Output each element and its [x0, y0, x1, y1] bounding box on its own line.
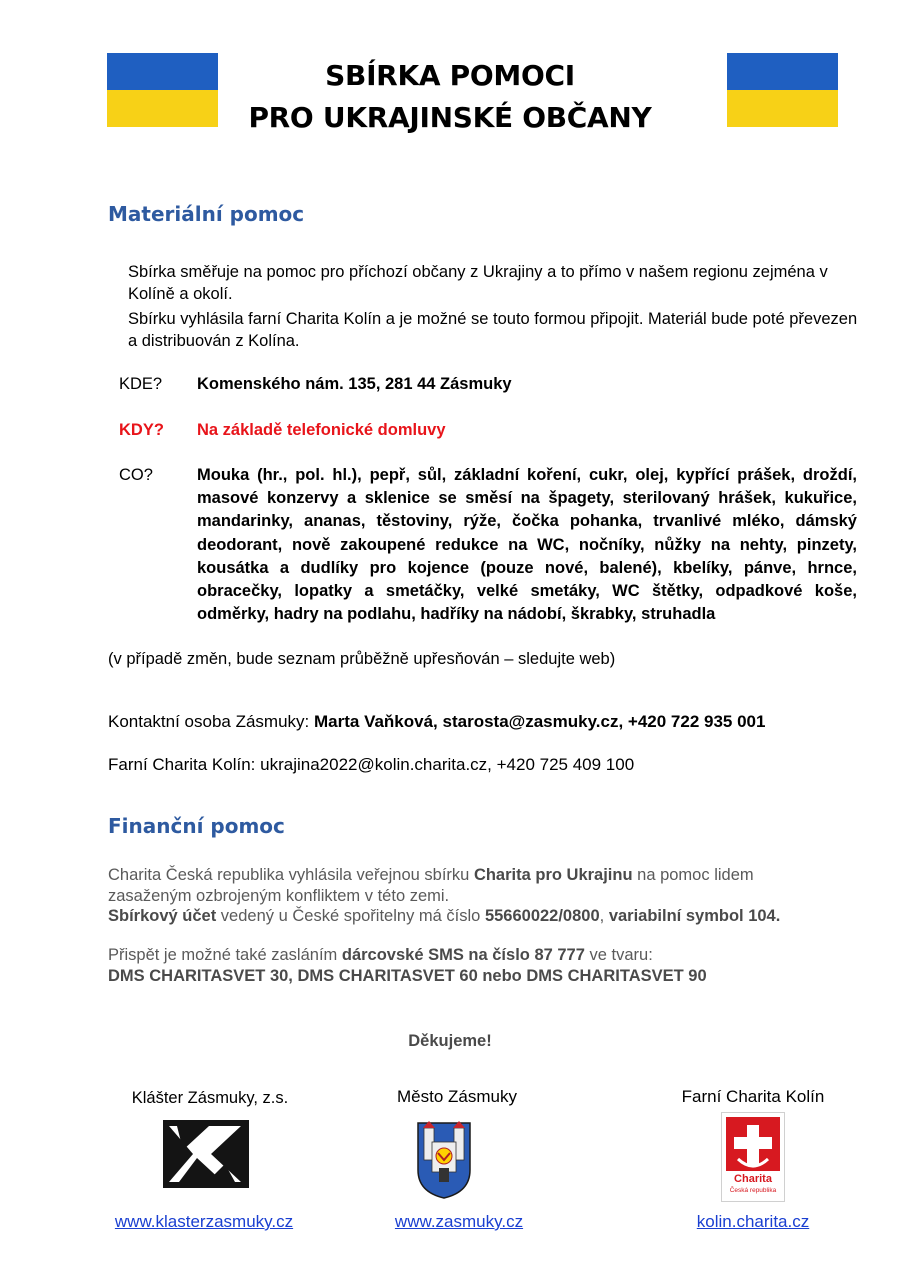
fin-p1-c: na pomoc lidem zasaženým ozbrojeným konfliktem v této zemi.: [108, 866, 754, 905]
contact-zasmuky-label: Kontaktní osoba Zásmuky:: [108, 712, 314, 731]
financial-heading: Finanční pomoc: [108, 814, 285, 838]
fin-p3-b: dárcovské SMS na číslo 87 777: [341, 946, 585, 964]
contact-kolin-value: ukrajina2022@kolin.charita.cz, +420 725 409 100: [260, 755, 635, 774]
link-klasterzasmuky[interactable]: www.klasterzasmuky.cz: [114, 1212, 294, 1231]
charita-logo-text: Charita: [734, 1173, 772, 1185]
fin-p2-a: Sbírkový účet: [108, 907, 217, 925]
kdy-label: KDY?: [119, 421, 164, 439]
fin-p3-c: ve tvaru:: [584, 946, 653, 964]
material-heading: Materiální pomoc: [108, 202, 305, 226]
footer-org-mesto: Město Zásmuky: [397, 1087, 517, 1106]
title-line-1: SBÍRKA POMOCI: [325, 59, 575, 92]
fin-p2-e: variabilní symbol 104.: [608, 907, 781, 925]
thanks-text: Děkujeme!: [408, 1032, 492, 1050]
contact-kolin-label: Farní Charita Kolín:: [108, 755, 261, 774]
footer-org-klaster: Klášter Zásmuky, z.s.: [131, 1089, 289, 1107]
title-line-2: PRO UKRAJINSKÉ OBČANY: [248, 101, 652, 134]
footer-org-charita: Farní Charita Kolín: [681, 1087, 825, 1106]
kdy-value: Na základě telefonické domluvy: [197, 421, 446, 439]
financial-paragraph-4: DMS CHARITASVET 30, DMS CHARITASVET 60 nebo DMS CHARITASVET 90: [108, 967, 707, 985]
page-title: [230, 55, 670, 139]
fin-p1-a: Charita Česká republika vyhlásila veřejnou sbírku: [108, 866, 474, 884]
kde-label: KDE?: [119, 375, 163, 393]
co-value: Mouka (hr., pol. hl.), pepř, sůl, základní koření, cukr, olej, kypřící prášek, droždí, masové konzervy a sklenice se směsí na špagety, sterilovaný hrášek, kukuřice, mandarinky, ananas, těstoviny, rýže, čočka pohanka, trvanlivé mléko, dámský deodorant, nově zakoupené redukce na WC, nočníky, nůžky na nehty, pinzety, kousátka a dudlíky pro kojence (pouze nové, balené), kbelíky, pánve, hrnce, obracečky, lopatky a smetáčky, velké smetáky, WC štětky, odpadkové koše, odměrky, hadry na podlahu, hadříky na nádobí, škrabky, struhadla: [197, 466, 857, 624]
charita-logo: [721, 1112, 785, 1202]
ukraine-flag-left: [107, 53, 218, 127]
fin-p2-b: vedený u České spořitelny má číslo: [216, 907, 485, 925]
link-zasmuky[interactable]: www.zasmuky.cz: [394, 1212, 524, 1231]
co-label: CO?: [119, 466, 153, 484]
contact-zasmuky-value: Marta Vaňková, starosta@zasmuky.cz, +420 722 935 001: [314, 712, 766, 731]
financial-paragraph-1: [108, 865, 808, 907]
material-paragraph-1: Sbírka směřuje na pomoc pro příchozí občany z Ukrajiny a to přímo v našem regionu zejména v Kolíně a okolí.: [128, 263, 828, 303]
fin-p3-a: Přispět je možné také zasláním: [108, 946, 342, 964]
fin-p2-c: 55660022/0800: [484, 907, 600, 925]
financial-paragraph-2: [108, 906, 868, 927]
contact-zasmuky: [108, 711, 868, 733]
charita-logo-subtext: Česká republika: [729, 1187, 777, 1194]
zasmuky-coat-of-arms: [415, 1120, 473, 1200]
list-update-note: (v případě změn, bude seznam průběžně upřesňován – sledujte web): [108, 650, 616, 668]
material-paragraph-2: Sbírku vyhlásila farní Charita Kolín a je možné se touto formou připojit. Materiál bude poté převezen a distribuován z Kolína.: [128, 310, 858, 350]
link-kolin-charita[interactable]: kolin.charita.cz: [696, 1212, 810, 1231]
kde-value: Komenského nám. 135, 281 44 Zásmuky: [197, 375, 512, 393]
charita-cross-icon: [722, 1113, 784, 1175]
klaster-logo-mark: [163, 1120, 249, 1188]
klaster-logo: [163, 1120, 249, 1188]
ukraine-flag-right: [727, 53, 838, 127]
financial-paragraph-3: [108, 945, 868, 966]
coat-of-arms-icon: [415, 1120, 473, 1200]
fin-p2-d: ,: [599, 907, 609, 925]
fin-p1-b: Charita pro Ukrajinu: [473, 866, 633, 884]
contact-kolin: [108, 754, 868, 776]
